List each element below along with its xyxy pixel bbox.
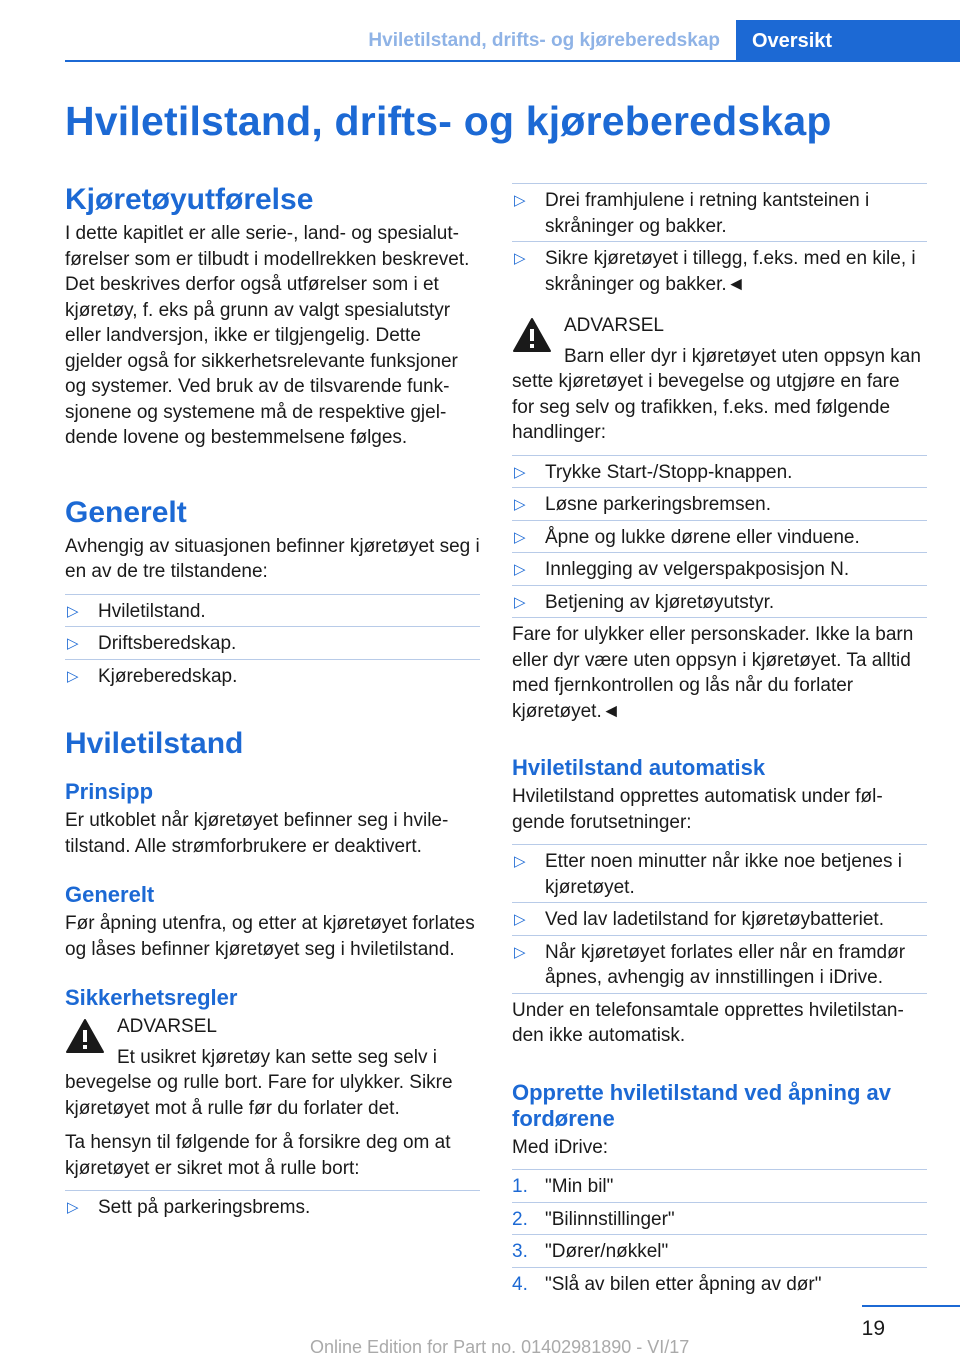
list-item: ▷ Løsne parkeringsbremsen. xyxy=(512,487,927,520)
warning-text: Et usikret kjøretøy kan sette seg selv i bevegelse og rulle bort. Fare for ulykker. Sikre kjøretøyet mot å rulle før du forlater det. xyxy=(65,1046,453,1119)
warning-label: ADVARSEL xyxy=(117,1016,217,1037)
paragraph-danger: Fare for ulykker eller personskader. Ikke la barn eller dyr være uten oppsyn i kjøretøyet. Ta alltid med fjernkontrollen og lås når du forlater kjøretøyet.◄ xyxy=(512,617,927,724)
paragraph-auto-rest: Hviletilstand opprettes automatisk under følgende forutsetninger: xyxy=(512,786,883,833)
heading-auto-rest: Hviletilstand automatisk xyxy=(512,755,766,780)
secure-list-right xyxy=(512,183,927,299)
page-title: Hviletilstand, drifts- og kjøreberedskap xyxy=(65,98,832,144)
bullet-arrow-icon: ▷ xyxy=(67,1199,79,1216)
bullet-arrow-icon: ▷ xyxy=(514,853,526,870)
list-item: ▷ Driftsberedskap. xyxy=(65,626,480,659)
paragraph-phone: Under en telefonsamtale opprettes hviletilstanden ikke automatisk. xyxy=(512,993,927,1049)
warning-triangle-icon xyxy=(65,1018,105,1054)
list-item: ▷ Trykke Start-/Stopp-knappen. xyxy=(512,455,927,488)
step-number: 4. xyxy=(512,1273,528,1295)
paragraph-vehicle-version: I dette kapitlet er alle serie-, land- og spesialutførelser som er tilbudt i modellrekken beskrevet. Det beskrives derfor også utførelser som i et kjøretøy, f. eks på grunn av valgt spesialutstyr eller landversjon, ikke er tilgjengelig. Dette gjelder også for sikkerhetsrelevante funksjoner og systemer. Ved bruk av de tilsvarende funksjonene og systemene må de respektive gjeldende lovene og bestemmelsene følges. xyxy=(65,223,470,448)
secure-list-left xyxy=(65,1190,480,1223)
paragraph-secure: Ta hensyn til følgende for å forsikre deg om at kjøretøyet er sikret mot å rulle bort: xyxy=(65,1132,451,1179)
list-item: ▷ Når kjøretøyet forlates eller når en framdør åpnes, avhengig av innstillingen i iDrive. xyxy=(512,935,927,993)
bullet-arrow-icon: ▷ xyxy=(67,667,79,685)
bullet-arrow-icon: ▷ xyxy=(514,463,526,481)
paragraph-general: Avhengig av situasjonen befinner kjøretøyet seg i en av de tre tilstandene: xyxy=(65,535,480,582)
paragraph-principle: Er utkoblet når kjøretøyet befinner seg i hviletilstand. Alle strømforbrukere er deaktivert. xyxy=(65,810,449,857)
auto-list xyxy=(512,844,927,993)
list-item: ▷ Etter noen minutter når ikke noe betjenes i kjøretøyet. xyxy=(512,844,927,902)
page-number: 19 xyxy=(861,1317,885,1340)
footer-divider xyxy=(862,1305,960,1307)
list-item: ▷ Ved lav ladetilstand for kjøretøybatteriet. xyxy=(512,902,927,935)
paragraph-general-2: Før åpning utenfra, og etter at kjøretøyet forlates og låses befinner kjøretøyet seg i hviletilstand. xyxy=(65,913,475,960)
step-number: 2. xyxy=(512,1208,528,1230)
list-item: ▷ Åpne og lukke dørene eller vinduene. xyxy=(512,520,927,553)
bullet-arrow-icon: ▷ xyxy=(67,635,79,652)
list-item: ▷ Sett på parkeringsbrems. xyxy=(65,1190,480,1223)
heading-general: Generelt xyxy=(65,495,187,529)
paragraph-idrive: Med iDrive: xyxy=(512,1136,609,1158)
heading-safety-rules: Sikkerhetsregler xyxy=(65,985,238,1010)
online-edition-text: Online Edition for Part no. 01402981890 - VI/17 xyxy=(310,1337,690,1357)
warning-triangle-icon xyxy=(512,317,552,353)
list-item: ▷ Kjøreberedskap. xyxy=(65,659,480,692)
page-header xyxy=(0,0,960,62)
header-section-title: Hviletilstand, drifts- og kjøreberedskap xyxy=(368,30,720,51)
list-item: 4. "Slå av bilen etter åpning av dør" xyxy=(512,1267,927,1300)
header-divider xyxy=(65,60,960,62)
list-item: ▷ Drei framhjulene i retning kantsteinen i skråninger og bakker. xyxy=(512,183,927,241)
bullet-arrow-icon: ▷ xyxy=(514,561,526,578)
warning-label: ADVARSEL xyxy=(564,315,664,336)
steps-list xyxy=(512,1169,927,1299)
header-tab-overview[interactable]: Oversikt xyxy=(736,20,960,62)
warning-text: Barn eller dyr i kjøretøyet uten oppsyn kan sette kjøretøyet i bevegelse og utgjøre en fare for seg selv og trafikken, f.eks. med følgende handlinger: xyxy=(512,345,921,443)
warning-box xyxy=(65,1014,480,1121)
bullet-arrow-icon: ▷ xyxy=(67,602,79,620)
warning-box xyxy=(512,313,927,446)
heading-rest-state: Hviletilstand xyxy=(65,727,244,760)
list-item: ▷ Betjening av kjøretøyutstyr. xyxy=(512,585,927,618)
actions-list xyxy=(512,455,927,618)
list-item: 3. "Dører/nøkkel" xyxy=(512,1234,927,1267)
left-column xyxy=(65,183,480,1223)
bullet-arrow-icon: ▷ xyxy=(514,496,526,513)
bullet-arrow-icon: ▷ xyxy=(514,593,526,611)
bullet-arrow-icon: ▷ xyxy=(514,250,526,267)
step-number: 3. xyxy=(512,1241,528,1262)
list-item: ▷ Sikre kjøretøyet i tillegg, f.eks. med en kile, i skråninger og bakker.◄ xyxy=(512,241,927,299)
right-column xyxy=(512,183,927,1299)
heading-door-rest: Opprette hviletilstand ved åpning av fordørene xyxy=(512,1079,891,1131)
bullet-arrow-icon: ▷ xyxy=(514,528,526,546)
heading-general-2: Generelt xyxy=(65,882,155,907)
list-item: ▷ Innlegging av velgerspakposisjon N. xyxy=(512,552,927,585)
bullet-arrow-icon: ▷ xyxy=(514,192,526,209)
bullet-arrow-icon: ▷ xyxy=(514,943,526,961)
list-item: ▷ Hviletilstand. xyxy=(65,594,480,627)
list-item: 2. "Bilinnstillinger" xyxy=(512,1202,927,1235)
heading-vehicle-version: Kjøretøyutførelse xyxy=(65,183,314,216)
bullet-arrow-icon: ▷ xyxy=(514,911,526,928)
step-number: 1. xyxy=(512,1176,528,1197)
states-list xyxy=(65,594,480,692)
heading-principle: Prinsipp xyxy=(65,779,154,804)
list-item: 1. "Min bil" xyxy=(512,1169,927,1202)
